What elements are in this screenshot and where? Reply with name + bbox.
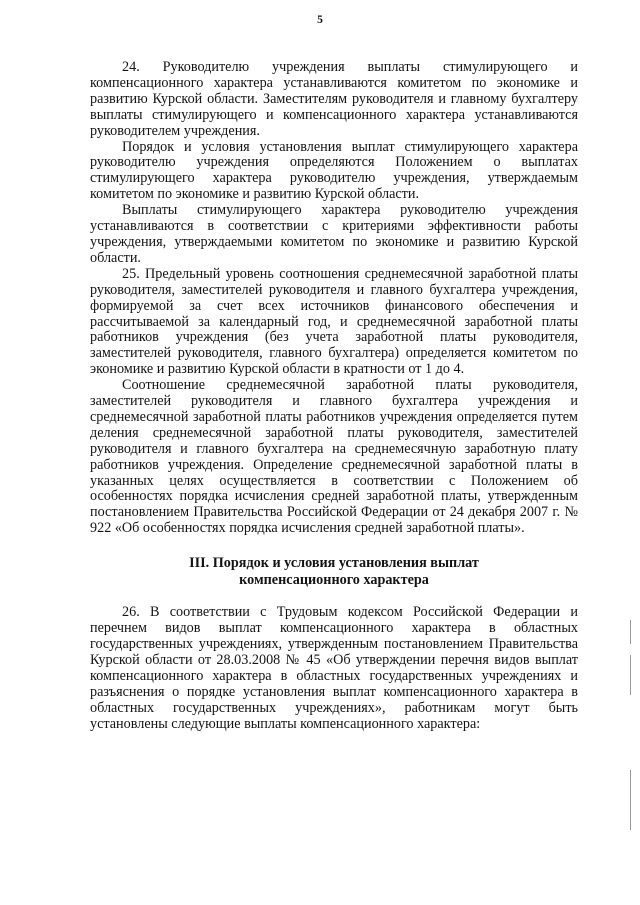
paragraph-stimulus-procedure: Порядок и условия установления выплат стимулирующего характера руководителю учреждения определяются Положением о выплатах стимулирующего характера руководителю учреждения, утверждаемым комитетом по экономике и развитию Курской области. bbox=[90, 138, 578, 203]
paragraph-stimulus-criteria: Выплаты стимулирующего характера руководителю учреждения устанавливаются в соответствии с критериями эффективности работы учреждения, утверждаемыми комитетом по экономике и развитию Курской области. bbox=[90, 202, 578, 266]
paragraph-salary-ratio: Соотношение среднемесячной заработной платы руководителя, заместителей руководителя и главного бухгалтера учреждения и среднемесячной заработной платы работников учреждения определяется путем деления среднемесячной заработной платы руководителя, заместителей руководителя и главного бухгалтера на среднемесячную заработную плату работников учреждения. Определение среднемесячной заработной платы в указанных целях осуществляется в соответствии с Положением об особенностях порядка исчисления средней заработной платы, утвержденным постановлением Правительства Российской Федерации от 24 декабря 2007 г. № 922 «Об особенностях порядка исчисления средней заработной платы». bbox=[90, 377, 578, 537]
paragraph-25: 25. Предельный уровень соотношения среднемесячной заработной платы руководителя, заместителей руководителя и главного бухгалтера учреждения, формируемой за счет всех источников финансового обеспечения и рассчитываемой за календарный год, и среднемесячной заработной платы работников учреждения (без учета заработной платы руководителя, заместителей руководителя, главного бухгалтера) определяется комитетом по экономике и развитию Курской области в кратности от 1 до 4. bbox=[90, 265, 578, 378]
paragraph-26: 26. В соответствии с Трудовым кодексом Российской Федерации и перечнем видов выплат компенсационного характера в областных государственных учреждениях, утвержденным постановлением Правительства Курской области от 28.03.2008 № 45 «Об утверждении перечня видов выплат компенсационного характера в областных государственных учреждениях и разъяснения о порядке установления выплат компенсационного характера в областных государственных учреждениях», работникам могут быть установлены следующие выплаты компенсационного характера: bbox=[90, 604, 578, 732]
document-body bbox=[90, 60, 578, 732]
scan-edge-mark bbox=[630, 770, 631, 830]
paragraph-24: 24. Руководителю учреждения выплаты стимулирующего и компенсационного характера устанавливаются комитетом по экономике и развитию Курской области. Заместителям руководителя и главному бухгалтеру выплаты стимулирующего и компенсационного характера устанавливаются руководителем учреждения. bbox=[90, 59, 578, 139]
scan-edge-mark bbox=[630, 620, 631, 644]
page-number: 5 bbox=[317, 14, 323, 26]
section-heading-line-1: III. Порядок и условия установления выплат bbox=[189, 555, 479, 572]
section-heading-iii bbox=[90, 555, 578, 588]
scan-edge-mark bbox=[630, 655, 631, 695]
section-heading-line-2: компенсационного характера bbox=[239, 571, 429, 588]
